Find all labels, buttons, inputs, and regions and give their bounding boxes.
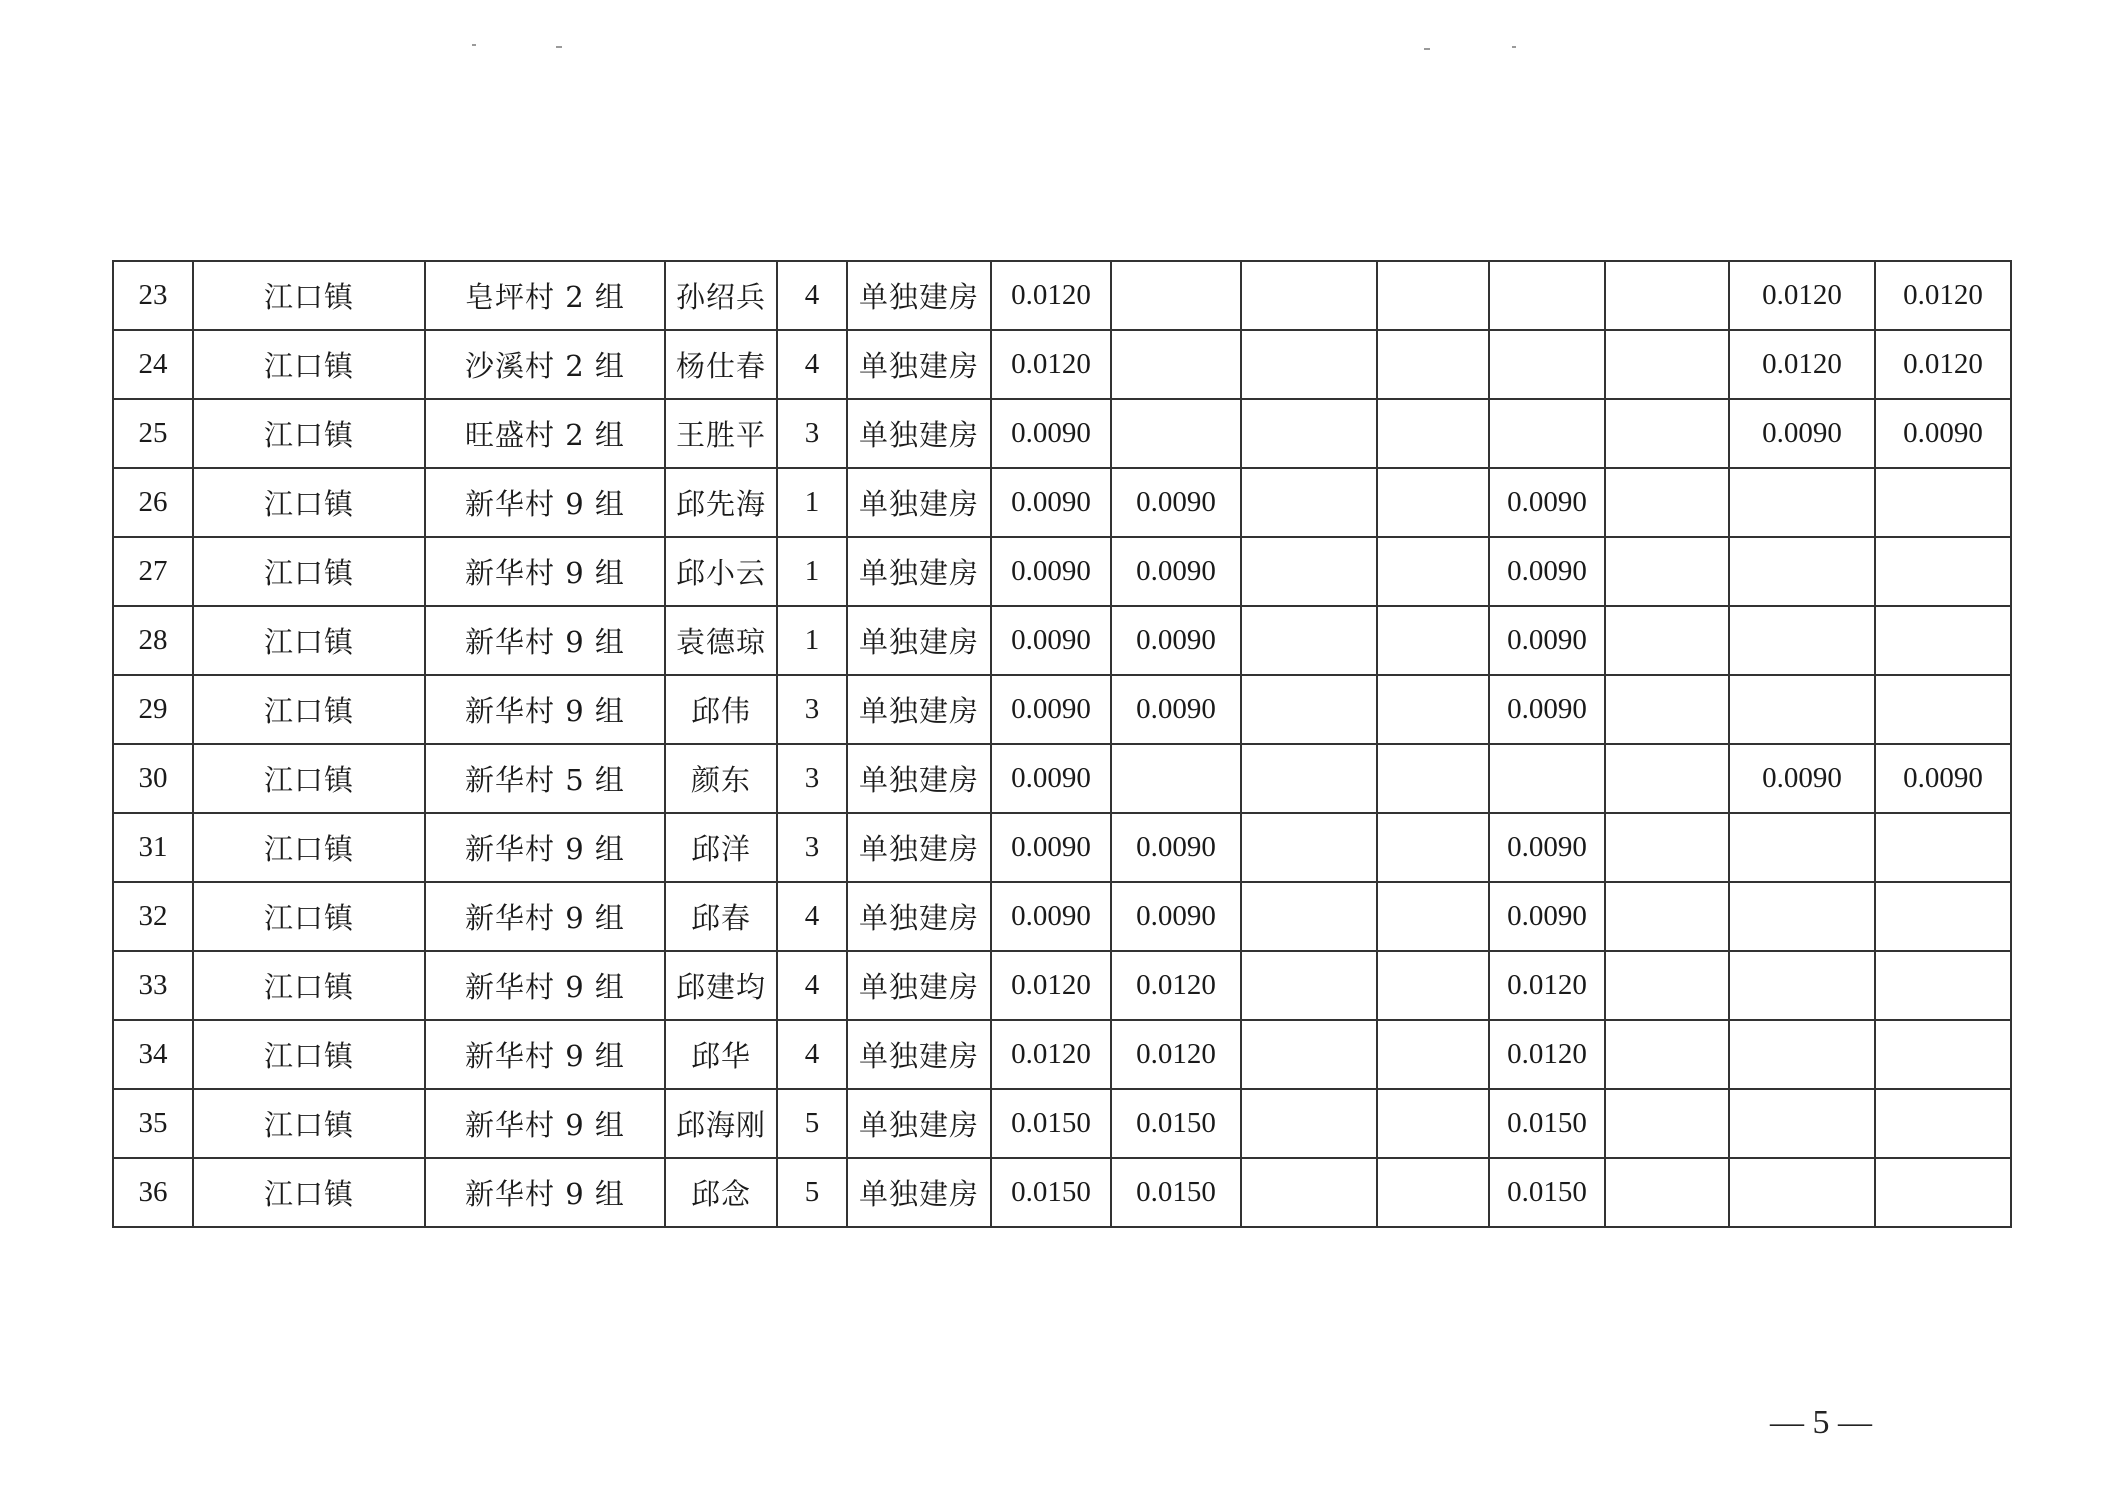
cell-village-group: 新华村 9 组 — [425, 1158, 665, 1227]
table-row — [113, 537, 2011, 606]
cell-value — [1377, 1020, 1489, 1089]
cell-value — [1875, 1089, 2011, 1158]
cell-area: 0.0120 — [991, 1020, 1111, 1089]
cell-value — [1377, 330, 1489, 399]
cell-value — [1241, 951, 1377, 1020]
cell-village-group: 新华村 9 组 — [425, 606, 665, 675]
cell-area: 0.0090 — [991, 744, 1111, 813]
cell-village-group: 皂坪村 2 组 — [425, 261, 665, 330]
cell-value — [1605, 261, 1729, 330]
cell-applicant-name: 邱伟 — [665, 675, 777, 744]
cell-town: 江口镇 — [193, 744, 425, 813]
cell-village-group: 新华村 9 组 — [425, 675, 665, 744]
cell-value: 0.0090 — [1111, 537, 1241, 606]
cell-area: 0.0090 — [991, 606, 1111, 675]
cell-town: 江口镇 — [193, 1020, 425, 1089]
cell-town: 江口镇 — [193, 468, 425, 537]
cell-applicant-name: 袁德琼 — [665, 606, 777, 675]
cell-value: 0.0120 — [1729, 261, 1875, 330]
table-row — [113, 1020, 2011, 1089]
table-row — [113, 606, 2011, 675]
cell-value — [1241, 537, 1377, 606]
cell-area: 0.0090 — [991, 882, 1111, 951]
table-row — [113, 675, 2011, 744]
cell-build-type: 单独建房 — [847, 882, 991, 951]
cell-value — [1489, 399, 1605, 468]
cell-applicant-name: 王胜平 — [665, 399, 777, 468]
cell-value: 0.0090 — [1729, 399, 1875, 468]
cell-value: 0.0120 — [1875, 330, 2011, 399]
cell-town: 江口镇 — [193, 675, 425, 744]
cell-value — [1377, 813, 1489, 882]
scan-speck — [472, 44, 476, 46]
scan-speck — [1424, 48, 1430, 50]
cell-row-number: 32 — [113, 882, 193, 951]
table-row — [113, 261, 2011, 330]
cell-build-type: 单独建房 — [847, 399, 991, 468]
cell-town: 江口镇 — [193, 537, 425, 606]
cell-value — [1241, 399, 1377, 468]
cell-household-count: 1 — [777, 468, 847, 537]
cell-value — [1111, 261, 1241, 330]
cell-area: 0.0150 — [991, 1089, 1111, 1158]
cell-value — [1241, 261, 1377, 330]
cell-town: 江口镇 — [193, 606, 425, 675]
cell-value: 0.0090 — [1875, 399, 2011, 468]
cell-area: 0.0090 — [991, 468, 1111, 537]
table-row — [113, 399, 2011, 468]
cell-value — [1377, 261, 1489, 330]
cell-household-count: 4 — [777, 951, 847, 1020]
cell-row-number: 24 — [113, 330, 193, 399]
table-row — [113, 951, 2011, 1020]
cell-value — [1875, 813, 2011, 882]
cell-value — [1875, 537, 2011, 606]
cell-value: 0.0090 — [1111, 675, 1241, 744]
cell-value — [1875, 606, 2011, 675]
cell-build-type: 单独建房 — [847, 537, 991, 606]
cell-applicant-name: 邱建均 — [665, 951, 777, 1020]
cell-value — [1729, 675, 1875, 744]
cell-build-type: 单独建房 — [847, 951, 991, 1020]
cell-value — [1729, 468, 1875, 537]
cell-area: 0.0120 — [991, 261, 1111, 330]
cell-value — [1729, 1089, 1875, 1158]
cell-value — [1875, 882, 2011, 951]
scan-speck — [556, 46, 562, 48]
cell-value: 0.0120 — [1111, 951, 1241, 1020]
cell-value — [1241, 1020, 1377, 1089]
cell-value — [1875, 1020, 2011, 1089]
cell-town: 江口镇 — [193, 882, 425, 951]
cell-value — [1377, 537, 1489, 606]
cell-value — [1605, 606, 1729, 675]
cell-value — [1111, 330, 1241, 399]
cell-value — [1241, 813, 1377, 882]
cell-value: 0.0090 — [1111, 882, 1241, 951]
cell-row-number: 35 — [113, 1089, 193, 1158]
cell-applicant-name: 邱先海 — [665, 468, 777, 537]
cell-value — [1729, 1158, 1875, 1227]
cell-area: 0.0090 — [991, 813, 1111, 882]
cell-value — [1729, 882, 1875, 951]
cell-household-count: 4 — [777, 1020, 847, 1089]
cell-value — [1729, 537, 1875, 606]
cell-value — [1377, 951, 1489, 1020]
cell-value — [1605, 882, 1729, 951]
cell-value — [1875, 951, 2011, 1020]
cell-household-count: 5 — [777, 1158, 847, 1227]
cell-household-count: 1 — [777, 606, 847, 675]
table-row — [113, 330, 2011, 399]
table-body — [113, 261, 2011, 1227]
cell-row-number: 26 — [113, 468, 193, 537]
cell-value — [1377, 468, 1489, 537]
cell-household-count: 4 — [777, 330, 847, 399]
cell-area: 0.0090 — [991, 675, 1111, 744]
cell-row-number: 23 — [113, 261, 193, 330]
cell-value — [1241, 606, 1377, 675]
cell-value — [1605, 468, 1729, 537]
scan-speck — [1512, 46, 1516, 48]
cell-area: 0.0120 — [991, 951, 1111, 1020]
cell-value — [1241, 744, 1377, 813]
cell-value — [1605, 744, 1729, 813]
cell-build-type: 单独建房 — [847, 468, 991, 537]
cell-value: 0.0120 — [1489, 1020, 1605, 1089]
table-row — [113, 1158, 2011, 1227]
cell-applicant-name: 邱洋 — [665, 813, 777, 882]
cell-household-count: 3 — [777, 813, 847, 882]
table-row — [113, 468, 2011, 537]
cell-row-number: 30 — [113, 744, 193, 813]
cell-value: 0.0120 — [1729, 330, 1875, 399]
cell-value: 0.0090 — [1111, 813, 1241, 882]
cell-area: 0.0090 — [991, 399, 1111, 468]
cell-area: 0.0150 — [991, 1158, 1111, 1227]
cell-household-count: 5 — [777, 1089, 847, 1158]
cell-value: 0.0090 — [1489, 675, 1605, 744]
cell-build-type: 单独建房 — [847, 1020, 991, 1089]
cell-value — [1875, 468, 2011, 537]
cell-row-number: 25 — [113, 399, 193, 468]
cell-value — [1605, 399, 1729, 468]
cell-value — [1241, 330, 1377, 399]
cell-build-type: 单独建房 — [847, 606, 991, 675]
cell-build-type: 单独建房 — [847, 1089, 991, 1158]
cell-household-count: 4 — [777, 882, 847, 951]
cell-value: 0.0090 — [1489, 468, 1605, 537]
cell-applicant-name: 杨仕春 — [665, 330, 777, 399]
cell-value — [1605, 1089, 1729, 1158]
cell-value — [1729, 1020, 1875, 1089]
cell-village-group: 新华村 9 组 — [425, 951, 665, 1020]
cell-applicant-name: 孙绍兵 — [665, 261, 777, 330]
cell-value — [1377, 399, 1489, 468]
cell-value — [1377, 675, 1489, 744]
cell-applicant-name: 邱海刚 — [665, 1089, 777, 1158]
cell-value: 0.0090 — [1111, 468, 1241, 537]
cell-value — [1489, 330, 1605, 399]
cell-row-number: 29 — [113, 675, 193, 744]
cell-value — [1111, 399, 1241, 468]
cell-value: 0.0120 — [1875, 261, 2011, 330]
cell-value — [1241, 675, 1377, 744]
cell-value — [1489, 744, 1605, 813]
cell-row-number: 27 — [113, 537, 193, 606]
cell-applicant-name: 邱华 — [665, 1020, 777, 1089]
page-number: — 5 — — [1770, 1404, 1872, 1441]
table-row — [113, 1089, 2011, 1158]
cell-value — [1605, 813, 1729, 882]
cell-value: 0.0120 — [1111, 1020, 1241, 1089]
cell-town: 江口镇 — [193, 1089, 425, 1158]
cell-build-type: 单独建房 — [847, 330, 991, 399]
cell-value: 0.0090 — [1875, 744, 2011, 813]
cell-value: 0.0150 — [1111, 1158, 1241, 1227]
cell-value: 0.0150 — [1489, 1089, 1605, 1158]
cell-village-group: 新华村 9 组 — [425, 1020, 665, 1089]
cell-household-count: 3 — [777, 399, 847, 468]
cell-value — [1489, 261, 1605, 330]
cell-value — [1241, 882, 1377, 951]
cell-row-number: 33 — [113, 951, 193, 1020]
cell-value — [1605, 537, 1729, 606]
cell-household-count: 4 — [777, 261, 847, 330]
cell-value — [1875, 1158, 2011, 1227]
cell-value — [1377, 1158, 1489, 1227]
cell-village-group: 新华村 9 组 — [425, 1089, 665, 1158]
cell-value: 0.0090 — [1111, 606, 1241, 675]
land-use-table — [112, 260, 2012, 1228]
cell-applicant-name: 邱念 — [665, 1158, 777, 1227]
cell-row-number: 28 — [113, 606, 193, 675]
cell-area: 0.0090 — [991, 537, 1111, 606]
cell-village-group: 新华村 9 组 — [425, 468, 665, 537]
cell-value: 0.0150 — [1111, 1089, 1241, 1158]
table-row — [113, 882, 2011, 951]
cell-value: 0.0090 — [1729, 744, 1875, 813]
cell-town: 江口镇 — [193, 813, 425, 882]
cell-applicant-name: 颜东 — [665, 744, 777, 813]
cell-applicant-name: 邱小云 — [665, 537, 777, 606]
cell-value: 0.0090 — [1489, 813, 1605, 882]
cell-build-type: 单独建房 — [847, 744, 991, 813]
cell-value — [1241, 468, 1377, 537]
cell-row-number: 36 — [113, 1158, 193, 1227]
cell-build-type: 单独建房 — [847, 675, 991, 744]
cell-row-number: 34 — [113, 1020, 193, 1089]
cell-value — [1241, 1158, 1377, 1227]
cell-household-count: 3 — [777, 675, 847, 744]
cell-town: 江口镇 — [193, 951, 425, 1020]
cell-build-type: 单独建房 — [847, 261, 991, 330]
cell-village-group: 新华村 5 组 — [425, 744, 665, 813]
cell-value — [1111, 744, 1241, 813]
cell-value — [1605, 1158, 1729, 1227]
cell-value: 0.0090 — [1489, 606, 1605, 675]
cell-town: 江口镇 — [193, 1158, 425, 1227]
cell-value — [1605, 951, 1729, 1020]
cell-build-type: 单独建房 — [847, 1158, 991, 1227]
cell-value — [1377, 1089, 1489, 1158]
cell-value — [1377, 744, 1489, 813]
cell-value: 0.0090 — [1489, 537, 1605, 606]
cell-value — [1605, 1020, 1729, 1089]
cell-row-number: 31 — [113, 813, 193, 882]
cell-value — [1875, 675, 2011, 744]
cell-build-type: 单独建房 — [847, 813, 991, 882]
cell-value — [1729, 813, 1875, 882]
cell-town: 江口镇 — [193, 261, 425, 330]
cell-town: 江口镇 — [193, 399, 425, 468]
cell-area: 0.0120 — [991, 330, 1111, 399]
cell-value — [1241, 1089, 1377, 1158]
cell-value — [1377, 606, 1489, 675]
cell-value: 0.0120 — [1489, 951, 1605, 1020]
cell-value — [1377, 882, 1489, 951]
cell-village-group: 新华村 9 组 — [425, 813, 665, 882]
cell-value — [1729, 951, 1875, 1020]
cell-value: 0.0150 — [1489, 1158, 1605, 1227]
cell-household-count: 3 — [777, 744, 847, 813]
cell-value — [1605, 675, 1729, 744]
cell-village-group: 新华村 9 组 — [425, 882, 665, 951]
cell-village-group: 旺盛村 2 组 — [425, 399, 665, 468]
cell-village-group: 新华村 9 组 — [425, 537, 665, 606]
cell-town: 江口镇 — [193, 330, 425, 399]
cell-village-group: 沙溪村 2 组 — [425, 330, 665, 399]
cell-value — [1729, 606, 1875, 675]
cell-household-count: 1 — [777, 537, 847, 606]
cell-applicant-name: 邱春 — [665, 882, 777, 951]
table-row — [113, 744, 2011, 813]
table-row — [113, 813, 2011, 882]
cell-value: 0.0090 — [1489, 882, 1605, 951]
cell-value — [1605, 330, 1729, 399]
